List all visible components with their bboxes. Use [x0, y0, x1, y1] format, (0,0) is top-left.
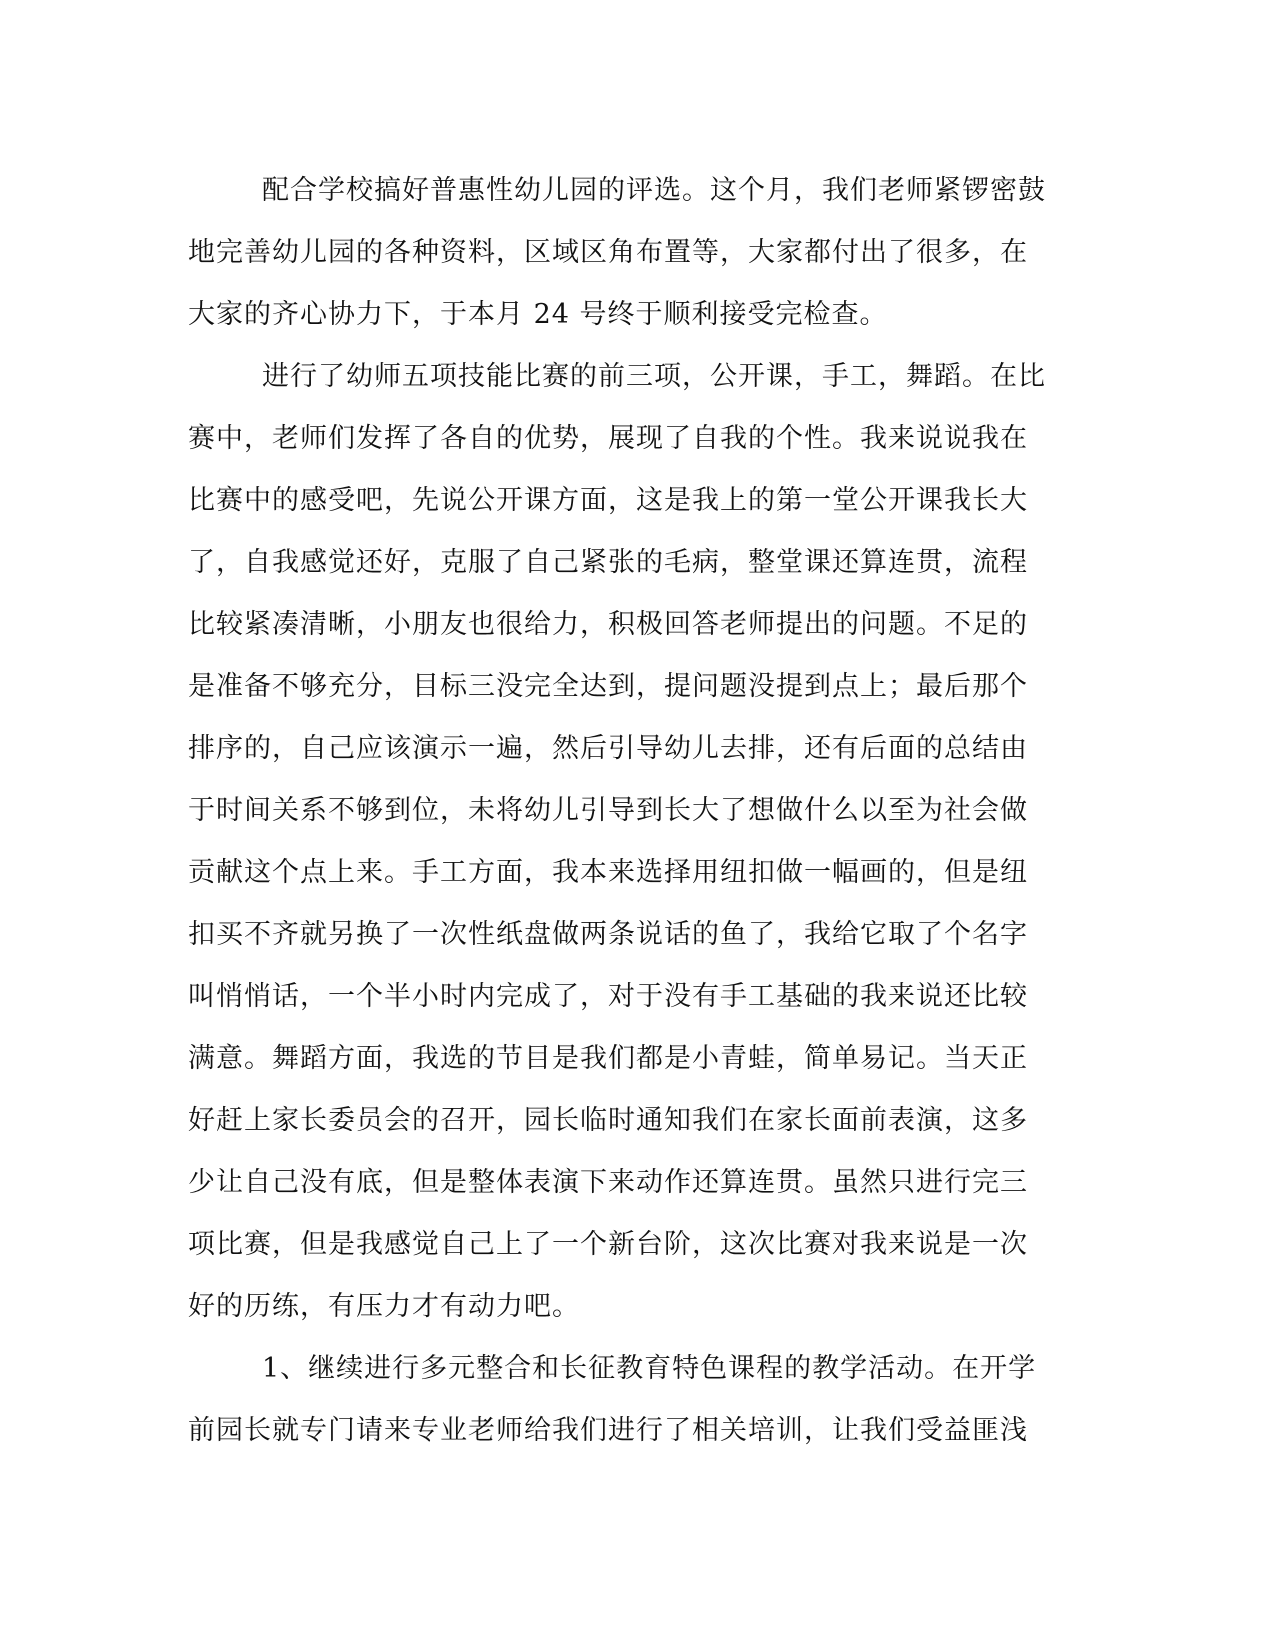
text-line: 1、继续进行多元整合和长征教育特色课程的教学活动。在开学 [262, 1353, 1037, 1384]
text-line: 扣买不齐就另换了一次性纸盘做两条说话的鱼了，我给它取了个名字 [188, 919, 1028, 950]
document-body [188, 160, 1088, 1462]
paragraph-curriculum [188, 1338, 1088, 1462]
text-line: 比赛中的感受吧，先说公开课方面，这是我上的第一堂公开课我长大 [188, 485, 1028, 516]
text-line: 了，自我感觉还好，克服了自己紧张的毛病，整堂课还算连贯，流程 [188, 547, 1028, 578]
text-line: 是准备不够充分，目标三没完全达到，提问题没提到点上；最后那个 [188, 671, 1028, 702]
paragraph-skills-contest [188, 346, 1088, 1338]
text-line: 赛中，老师们发挥了各自的优势，展现了自我的个性。我来说说我在 [188, 423, 1028, 454]
text-line: 好的历练，有压力才有动力吧。 [188, 1291, 580, 1322]
paragraph-inspection [188, 160, 1088, 346]
text-line: 大家的齐心协力下，于本月 24 号终于顺利接受完检查。 [188, 299, 888, 330]
text-line: 前园长就专门请来专业老师给我们进行了相关培训，让我们受益匪浅 [188, 1415, 1028, 1446]
text-line: 满意。舞蹈方面，我选的节目是我们都是小青蛙，简单易记。当天正 [188, 1043, 1028, 1074]
text-line: 于时间关系不够到位，未将幼儿引导到长大了想做什么以至为社会做 [188, 795, 1028, 826]
text-line: 排序的，自己应该演示一遍，然后引导幼儿去排，还有后面的总结由 [188, 733, 1028, 764]
text-line: 配合学校搞好普惠性幼儿园的评选。这个月，我们老师紧锣密鼓 [262, 175, 1046, 206]
text-line: 项比赛，但是我感觉自己上了一个新台阶，这次比赛对我来说是一次 [188, 1229, 1028, 1260]
text-line: 进行了幼师五项技能比赛的前三项，公开课，手工，舞蹈。在比 [262, 361, 1046, 392]
text-line: 比较紧凑清晰，小朋友也很给力，积极回答老师提出的问题。不足的 [188, 609, 1028, 640]
text-line: 叫悄悄话，一个半小时内完成了，对于没有手工基础的我来说还比较 [188, 981, 1028, 1012]
text-line: 少让自己没有底，但是整体表演下来动作还算连贯。虽然只进行完三 [188, 1167, 1028, 1198]
text-line: 地完善幼儿园的各种资料，区域区角布置等，大家都付出了很多，在 [188, 237, 1028, 268]
text-line: 好赶上家长委员会的召开，园长临时通知我们在家长面前表演，这多 [188, 1105, 1028, 1136]
text-line: 贡献这个点上来。手工方面，我本来选择用纽扣做一幅画的，但是纽 [188, 857, 1028, 888]
